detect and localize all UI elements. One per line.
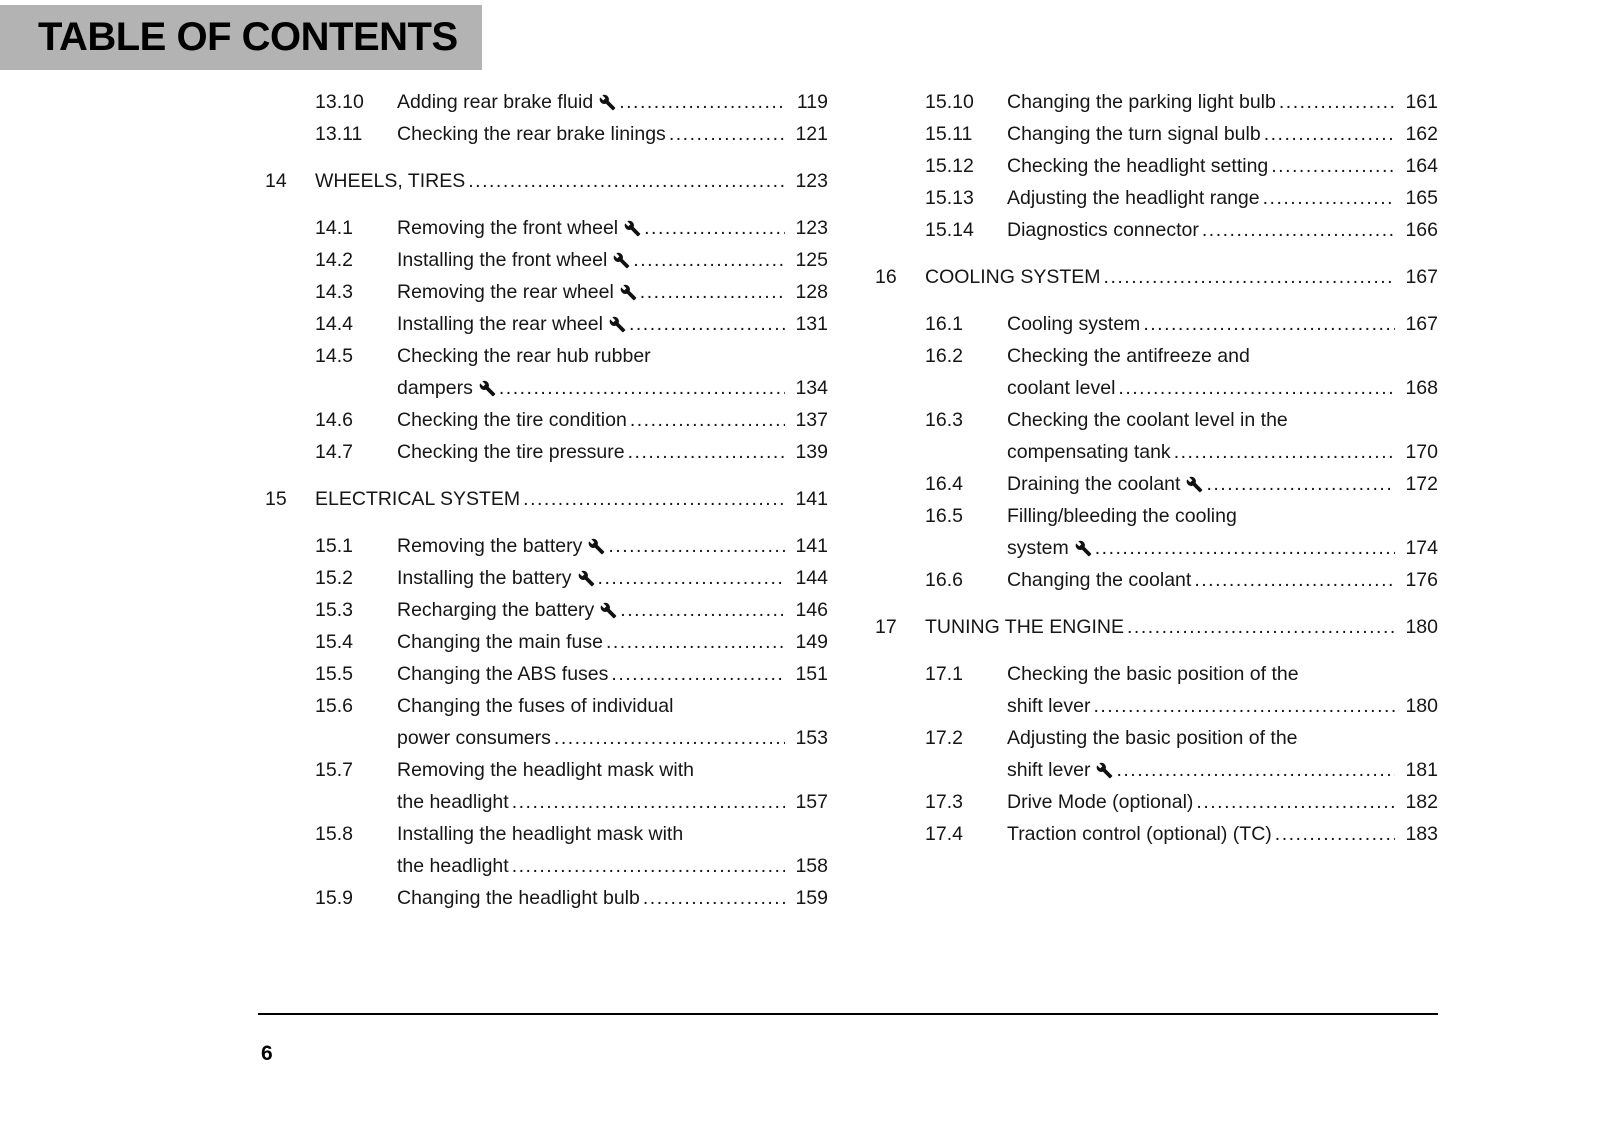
entry-number: 16.3: [925, 409, 963, 431]
entry-line: [1007, 754, 1438, 786]
entry-body: [1007, 468, 1438, 500]
entry-body: [397, 436, 828, 468]
entry-body: [397, 530, 828, 562]
page-number: 167: [1405, 266, 1438, 288]
entry-title: Adjusting the basic position of the: [1007, 727, 1298, 749]
entry-line: [1007, 118, 1438, 150]
entry-body: [1007, 150, 1438, 182]
entry-body: [925, 261, 1438, 293]
entry-body: [397, 308, 828, 340]
entry-line: [1007, 182, 1438, 214]
entry-line: [397, 594, 828, 626]
dot-leader: [633, 244, 785, 276]
page-number: 134: [795, 377, 828, 399]
page-number: 170: [1405, 441, 1438, 463]
entry-body: [1007, 404, 1438, 468]
entry-title: Checking the rear hub rubber: [397, 345, 651, 367]
entry-title: Checking the coolant level in the: [1007, 409, 1288, 431]
entry-title: power consumers: [397, 727, 551, 749]
entry-number: 17.4: [925, 823, 963, 845]
entry-line: [1007, 532, 1438, 564]
entry-body: [397, 244, 828, 276]
dot-leader: [1263, 182, 1395, 214]
entry-body: [1007, 214, 1438, 246]
entry-line: [397, 372, 828, 404]
page-number: 119: [796, 91, 828, 113]
entry-number: 15.10: [925, 91, 974, 113]
dot-leader: [1093, 690, 1395, 722]
entry-body: [397, 626, 828, 658]
entry-line: [397, 882, 828, 914]
entry-line: [315, 483, 828, 515]
wrench-icon: [620, 284, 637, 301]
toc-entry-17: [875, 611, 1438, 643]
page-number: 181: [1405, 759, 1438, 781]
toc-entry-13-11: [265, 118, 828, 150]
wrench-icon: [600, 602, 617, 619]
entry-body: [397, 818, 828, 882]
entry-body: [1007, 340, 1438, 404]
entry-line: [1007, 722, 1438, 754]
wrench-icon: [588, 538, 605, 555]
toc-entry-17-1: [875, 658, 1438, 722]
page-number: 149: [795, 631, 828, 653]
page-number: 180: [1405, 695, 1438, 717]
page-number: 164: [1405, 155, 1438, 177]
entry-title: the headlight: [397, 855, 509, 877]
toc-entry-16: [875, 261, 1438, 293]
page-number: 123: [795, 170, 828, 192]
entry-body: [397, 86, 828, 118]
toc-entry-14-7: [265, 436, 828, 468]
entry-body: [397, 276, 828, 308]
dot-leader: [1264, 118, 1395, 150]
entry-line: [397, 850, 828, 882]
page-number: 167: [1405, 313, 1438, 335]
entry-body: [397, 754, 828, 818]
entry-number: 17: [875, 616, 897, 638]
wrench-icon: [624, 220, 641, 237]
page-number: 161: [1405, 91, 1438, 113]
entry-body: [397, 594, 828, 626]
entry-line: [1007, 818, 1438, 850]
page-number: 168: [1405, 377, 1438, 399]
dot-leader: [606, 626, 785, 658]
entry-title: Installing the front wheel: [397, 249, 608, 271]
dot-leader: [1275, 818, 1395, 850]
toc-entry-13-10: [265, 86, 828, 118]
toc-entry-15-14: [875, 214, 1438, 246]
toc-entry-16-6: [875, 564, 1438, 596]
entry-title: Removing the headlight mask with: [397, 759, 694, 781]
page-number: 141: [795, 488, 828, 510]
toc-entry-15-10: [875, 86, 1438, 118]
toc-entry-14-4: [265, 308, 828, 340]
page-title: TABLE OF CONTENTS: [38, 15, 458, 59]
page-number: 153: [795, 727, 828, 749]
entry-number: 15.12: [925, 155, 974, 177]
page-number: 125: [795, 249, 828, 271]
dot-leader: [468, 165, 785, 197]
entry-line: [1007, 658, 1438, 690]
entry-body: [397, 658, 828, 690]
entry-title: Changing the parking light bulb: [1007, 91, 1276, 113]
entry-line: [1007, 468, 1438, 500]
entry-number: 15.5: [315, 663, 353, 685]
page-number: 128: [795, 281, 828, 303]
entry-title: compensating tank: [1007, 441, 1171, 463]
dot-leader: [523, 483, 785, 515]
toc-columns: [265, 86, 1438, 914]
entry-title: system: [1007, 537, 1069, 559]
entry-title: Checking the basic position of the: [1007, 663, 1299, 685]
footer-divider: [258, 1013, 1438, 1015]
wrench-icon: [609, 316, 626, 333]
entry-number: 16.4: [925, 473, 963, 495]
entry-title: Changing the ABS fuses: [397, 663, 609, 685]
entry-number: 13.11: [315, 123, 363, 145]
page-number: 159: [795, 887, 828, 909]
page-number: 146: [795, 599, 828, 621]
page-number: 131: [795, 313, 828, 335]
dot-leader: [1118, 372, 1395, 404]
entry-line: [1007, 214, 1438, 246]
page-number: 158: [795, 855, 828, 877]
entry-line: [397, 562, 828, 594]
entry-body: [1007, 786, 1438, 818]
header-banner: [0, 5, 482, 70]
dot-leader: [1127, 611, 1395, 643]
toc-entry-17-3: [875, 786, 1438, 818]
toc-entry-16-1: [875, 308, 1438, 340]
entry-body: [1007, 500, 1438, 564]
wrench-icon: [613, 252, 630, 269]
entry-number: 14.4: [315, 313, 353, 335]
entry-title: Recharging the battery: [397, 599, 595, 621]
toc-column-1: [265, 86, 828, 914]
dot-leader: [1104, 261, 1395, 293]
entry-number: 15.13: [925, 187, 974, 209]
entry-number: 15.11: [925, 123, 973, 145]
page-number: 182: [1405, 791, 1438, 813]
entry-title: Changing the fuses of individual: [397, 695, 674, 717]
entry-number: 15.8: [315, 823, 353, 845]
entry-line: [1007, 564, 1438, 596]
dot-leader: [1202, 214, 1395, 246]
entry-line: [1007, 436, 1438, 468]
entry-title: Removing the front wheel: [397, 217, 619, 239]
entry-title: Traction control (optional) (TC): [1007, 823, 1272, 845]
entry-body: [397, 340, 828, 404]
entry-line: [1007, 690, 1438, 722]
entry-body: [1007, 818, 1438, 850]
entry-number: 14.6: [315, 409, 353, 431]
entry-number: 15: [265, 488, 287, 510]
entry-body: [1007, 658, 1438, 722]
toc-entry-15-1: [265, 530, 828, 562]
entry-title: Removing the battery: [397, 535, 583, 557]
toc-entry-14: [265, 165, 828, 197]
entry-body: [397, 882, 828, 914]
toc-entry-15-6: [265, 690, 828, 754]
dot-leader: [629, 308, 785, 340]
toc-entry-14-2: [265, 244, 828, 276]
entry-title: ELECTRICAL SYSTEM: [315, 488, 521, 510]
entry-line: [397, 626, 828, 658]
page-number: 151: [795, 663, 828, 685]
page-number: 162: [1405, 123, 1438, 145]
entry-title: Installing the headlight mask with: [397, 823, 684, 845]
toc-entry-16-3: [875, 404, 1438, 468]
page-number: 141: [795, 535, 828, 557]
entry-title: the headlight: [397, 791, 509, 813]
entry-title: Changing the headlight bulb: [397, 887, 640, 909]
toc-entry-15-11: [875, 118, 1438, 150]
footer-page-number: 6: [261, 1042, 273, 1065]
entry-line: [1007, 500, 1438, 532]
entry-title: Changing the coolant: [1007, 569, 1192, 591]
entry-line: [397, 308, 828, 340]
dot-leader: [643, 882, 785, 914]
dot-leader: [1271, 150, 1395, 182]
entry-body: [315, 483, 828, 515]
entry-body: [397, 212, 828, 244]
entry-title: COOLING SYSTEM: [925, 266, 1101, 288]
entry-number: 16.6: [925, 569, 963, 591]
entry-line: [925, 261, 1438, 293]
dot-leader: [1174, 436, 1395, 468]
dot-leader: [512, 786, 785, 818]
toc-entry-15-5: [265, 658, 828, 690]
entry-title: dampers: [397, 377, 473, 399]
toc-column-2: [875, 86, 1438, 914]
toc-entry-14-1: [265, 212, 828, 244]
entry-number: 13.10: [315, 91, 364, 113]
dot-leader: [608, 530, 785, 562]
dot-leader: [554, 722, 785, 754]
entry-line: [397, 404, 828, 436]
entry-line: [315, 165, 828, 197]
entry-line: [1007, 150, 1438, 182]
dot-leader: [512, 850, 785, 882]
entry-body: [1007, 722, 1438, 786]
entry-number: 14.1: [315, 217, 353, 239]
entry-title: Installing the rear wheel: [397, 313, 603, 335]
entry-line: [1007, 86, 1438, 118]
toc-entry-15-4: [265, 626, 828, 658]
toc-entry-15-8: [265, 818, 828, 882]
entry-line: [397, 276, 828, 308]
toc-entry-16-2: [875, 340, 1438, 404]
toc-entry-15-2: [265, 562, 828, 594]
entry-title: Diagnostics connector: [1007, 219, 1199, 241]
entry-body: [1007, 182, 1438, 214]
wrench-icon: [1096, 762, 1113, 779]
page-number: 139: [795, 441, 828, 463]
entry-body: [1007, 564, 1438, 596]
entry-number: 15.7: [315, 759, 353, 781]
entry-body: [1007, 308, 1438, 340]
entry-title: Checking the antifreeze and: [1007, 345, 1250, 367]
toc-entry-15-9: [265, 882, 828, 914]
page-number: 176: [1405, 569, 1438, 591]
wrench-icon: [1186, 476, 1203, 493]
entry-number: 15.9: [315, 887, 353, 909]
entry-line: [397, 818, 828, 850]
entry-title: Removing the rear wheel: [397, 281, 614, 303]
dot-leader: [619, 86, 785, 118]
toc-entry-17-2: [875, 722, 1438, 786]
entry-line: [1007, 786, 1438, 818]
entry-line: [397, 530, 828, 562]
dot-leader: [1279, 86, 1395, 118]
entry-title: Changing the turn signal bulb: [1007, 123, 1261, 145]
entry-number: 15.14: [925, 219, 974, 241]
dot-leader: [499, 372, 785, 404]
toc-entry-15-3: [265, 594, 828, 626]
entry-number: 14.5: [315, 345, 353, 367]
entry-title: coolant level: [1007, 377, 1116, 399]
dot-leader: [1116, 754, 1395, 786]
entry-number: 14.2: [315, 249, 353, 271]
entry-number: 15.6: [315, 695, 353, 717]
entry-number: 15.3: [315, 599, 353, 621]
entry-number: 14.7: [315, 441, 353, 463]
toc-entry-14-6: [265, 404, 828, 436]
wrench-icon: [479, 380, 496, 397]
entry-body: [1007, 86, 1438, 118]
entry-title: WHEELS, TIRES: [315, 170, 466, 192]
page-number: 165: [1405, 187, 1438, 209]
entry-number: 14: [265, 170, 287, 192]
entry-title: Checking the headlight setting: [1007, 155, 1269, 177]
entry-number: 16.2: [925, 345, 963, 367]
entry-title: Filling/bleeding the cooling: [1007, 505, 1237, 527]
entry-title: Adding rear brake fluid: [397, 91, 594, 113]
entry-number: 15.4: [315, 631, 353, 653]
entry-body: [397, 404, 828, 436]
entry-number: 17.2: [925, 727, 963, 749]
dot-leader: [1095, 532, 1395, 564]
page-number: 157: [795, 791, 828, 813]
entry-title: Drive Mode (optional): [1007, 791, 1194, 813]
page-number: 144: [795, 567, 828, 589]
entry-title: Draining the coolant: [1007, 473, 1181, 495]
entry-body: [1007, 118, 1438, 150]
entry-line: [1007, 308, 1438, 340]
entry-title: Adjusting the headlight range: [1007, 187, 1260, 209]
toc-entry-16-4: [875, 468, 1438, 500]
entry-line: [397, 118, 828, 150]
entry-title: TUNING THE ENGINE: [925, 616, 1124, 638]
dot-leader: [1196, 786, 1395, 818]
page-number: 166: [1405, 219, 1438, 241]
toc-entry-17-4: [875, 818, 1438, 850]
page-number: 137: [795, 409, 828, 431]
entry-line: [1007, 340, 1438, 372]
entry-line: [1007, 404, 1438, 436]
entry-line: [397, 690, 828, 722]
entry-title: Checking the tire condition: [397, 409, 627, 431]
entry-body: [925, 611, 1438, 643]
entry-body: [397, 118, 828, 150]
toc-entry-14-5: [265, 340, 828, 404]
entry-line: [397, 436, 828, 468]
dot-leader: [628, 436, 785, 468]
dot-leader: [640, 276, 785, 308]
entry-line: [397, 340, 828, 372]
entry-line: [925, 611, 1438, 643]
entry-number: 16.1: [925, 313, 963, 335]
page-number: 121: [795, 123, 828, 145]
page-number: 174: [1405, 537, 1438, 559]
dot-leader: [620, 594, 785, 626]
toc-entry-15-7: [265, 754, 828, 818]
dot-leader: [669, 118, 785, 150]
entry-number: 16.5: [925, 505, 963, 527]
dot-leader: [598, 562, 785, 594]
dot-leader: [644, 212, 785, 244]
entry-body: [397, 690, 828, 754]
entry-number: 15.1: [315, 535, 353, 557]
dot-leader: [1206, 468, 1395, 500]
entry-line: [397, 658, 828, 690]
entry-number: 17.3: [925, 791, 963, 813]
entry-line: [397, 86, 828, 118]
toc-entry-15: [265, 483, 828, 515]
entry-body: [315, 165, 828, 197]
entry-body: [397, 562, 828, 594]
entry-number: 16: [875, 266, 897, 288]
page-number: 183: [1405, 823, 1438, 845]
entry-title: Checking the rear brake linings: [397, 123, 666, 145]
toc-entry-15-12: [875, 150, 1438, 182]
dot-leader: [1194, 564, 1395, 596]
entry-title: shift lever: [1007, 695, 1091, 717]
page-number: 172: [1405, 473, 1438, 495]
toc-entry-14-3: [265, 276, 828, 308]
entry-number: 15.2: [315, 567, 353, 589]
entry-title: Cooling system: [1007, 313, 1141, 335]
entry-title: Checking the tire pressure: [397, 441, 625, 463]
entry-line: [397, 244, 828, 276]
entry-line: [397, 786, 828, 818]
wrench-icon: [599, 94, 616, 111]
entry-line: [1007, 372, 1438, 404]
entry-line: [397, 722, 828, 754]
dot-leader: [630, 404, 785, 436]
dot-leader: [1143, 308, 1395, 340]
page-number: 123: [795, 217, 828, 239]
entry-title: Installing the battery: [397, 567, 572, 589]
entry-title: Changing the main fuse: [397, 631, 603, 653]
entry-line: [397, 212, 828, 244]
dot-leader: [611, 658, 785, 690]
entry-title: shift lever: [1007, 759, 1091, 781]
toc-entry-15-13: [875, 182, 1438, 214]
entry-number: 14.3: [315, 281, 353, 303]
wrench-icon: [1075, 540, 1092, 557]
entry-line: [397, 754, 828, 786]
toc-entry-16-5: [875, 500, 1438, 564]
entry-number: 17.1: [925, 663, 963, 685]
page-number: 180: [1405, 616, 1438, 638]
wrench-icon: [578, 570, 595, 587]
